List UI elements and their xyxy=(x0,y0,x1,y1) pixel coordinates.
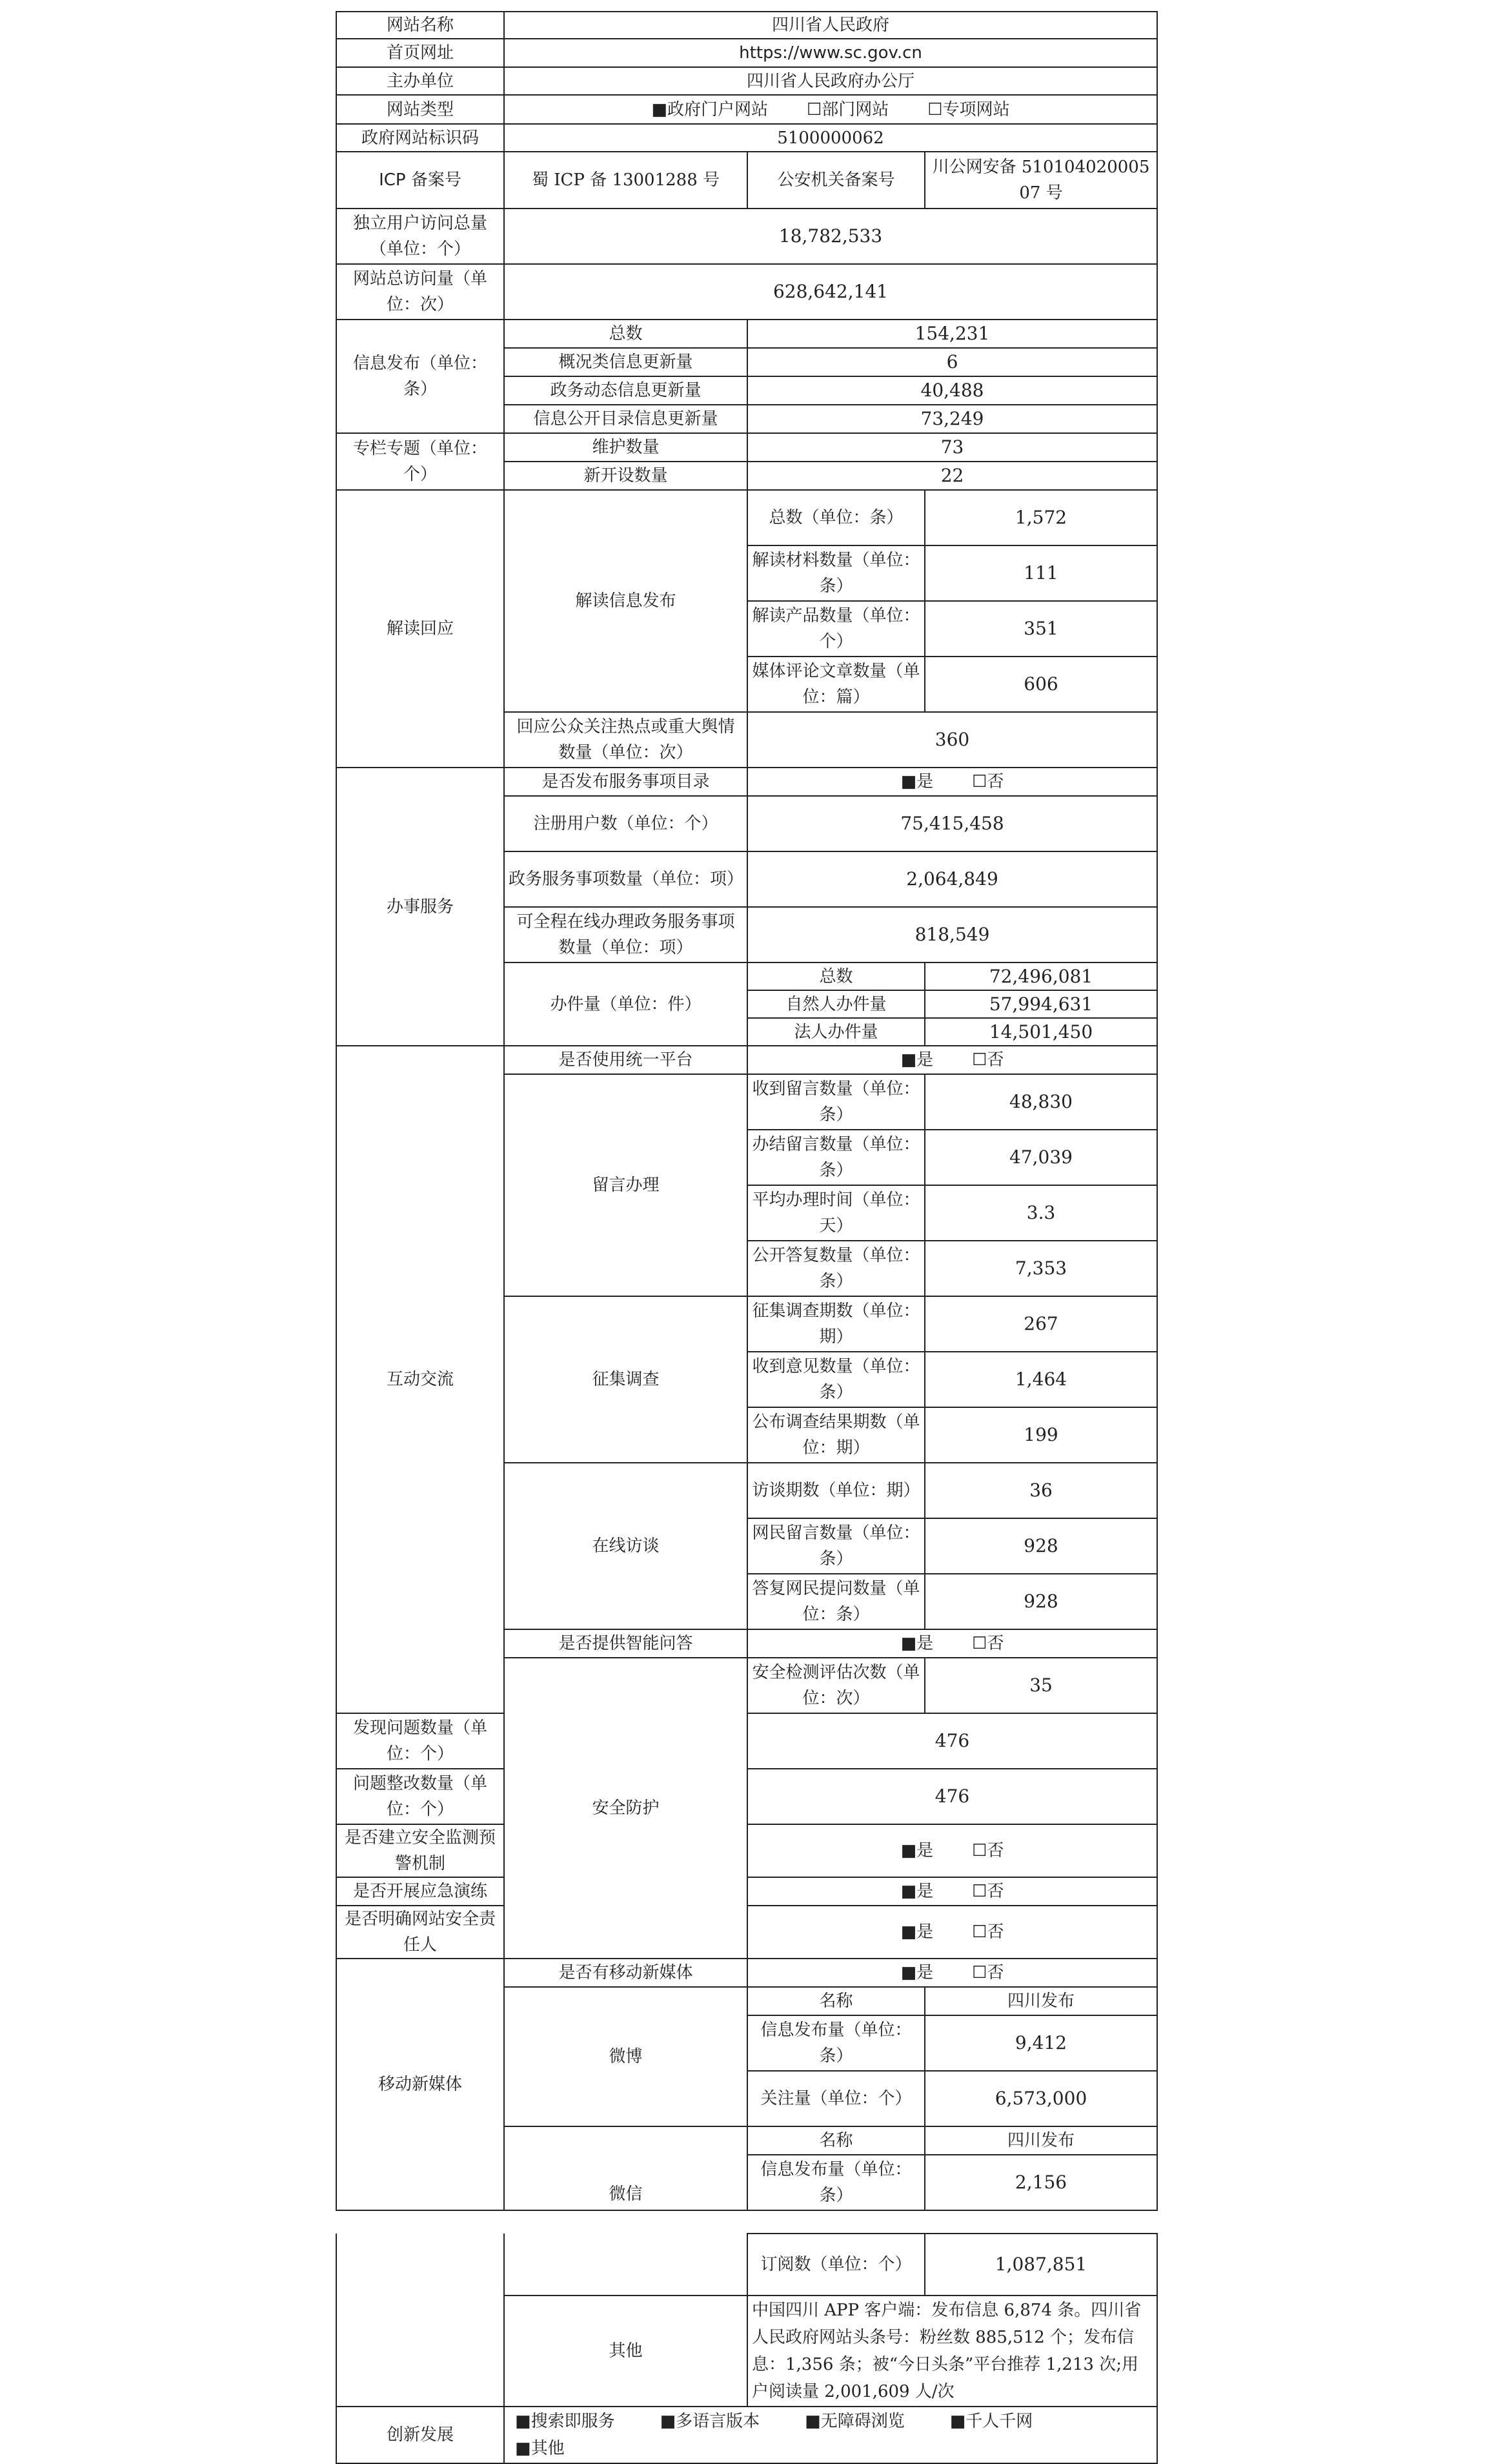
visitors-label: 独立用户访问总量（单位：个） xyxy=(336,209,504,264)
site-name-label: 网站名称 xyxy=(336,12,504,39)
msg-handling-label: 留言办理 xyxy=(504,1074,747,1296)
weibo-name-label: 名称 xyxy=(747,1987,925,2015)
report-table-part2 xyxy=(336,2233,1158,2464)
columns-new: 22 xyxy=(747,462,1157,490)
service-online: 818,549 xyxy=(747,907,1157,962)
homepage-label: 首页网址 xyxy=(336,39,504,67)
catalog-no-checkbox: ☐否 xyxy=(972,772,1004,791)
publish-total: 154,231 xyxy=(747,320,1157,348)
publish-open-label: 信息公开目录信息更新量 xyxy=(504,405,747,433)
wechat-label: 微信 xyxy=(504,2126,747,2210)
monitor-yes-checkbox: ■是 xyxy=(900,1841,934,1860)
security-section-label: 安全防护 xyxy=(504,1658,747,1959)
security-drill-options xyxy=(747,1877,1157,1906)
talk-msgs: 928 xyxy=(925,1518,1157,1574)
weibo-fans: 6,573,000 xyxy=(925,2071,1157,2126)
innovation-search-service: ■搜索即服务 xyxy=(515,2412,615,2431)
monitor-no-checkbox: ☐否 xyxy=(972,1841,1004,1860)
service-items-label: 政务服务事项数量（单位：项） xyxy=(504,851,747,907)
mobile-section-label: 移动新媒体 xyxy=(336,1959,504,2210)
other-media-label: 其他 xyxy=(504,2296,747,2407)
interpret-release-label: 解读信息发布 xyxy=(504,490,747,712)
msg-recv: 48,830 xyxy=(925,1074,1157,1130)
site-type-label: 网站类型 xyxy=(336,95,504,124)
weibo-posts: 9,412 xyxy=(925,2015,1157,2071)
service-legal-label: 法人办件量 xyxy=(747,1018,925,1046)
mobile-has-label: 是否有移动新媒体 xyxy=(504,1959,747,1987)
mobile-continued xyxy=(336,2234,504,2407)
interpret-product: 351 xyxy=(925,601,1157,657)
publish-news-label: 政务动态信息更新量 xyxy=(504,376,747,405)
publish-overview: 6 xyxy=(747,348,1157,376)
icp-label: ICP 备案号 xyxy=(336,152,504,209)
catalog-yes-checkbox: ■是 xyxy=(900,772,934,791)
msg-public-label: 公开答复数量（单位：条） xyxy=(747,1241,925,1296)
service-cases-total: 72,496,081 xyxy=(925,962,1157,990)
talk-count: 36 xyxy=(925,1463,1157,1518)
wechat-name: 四川发布 xyxy=(925,2126,1157,2155)
msg-public: 7,353 xyxy=(925,1241,1157,1296)
interpret-total: 1,572 xyxy=(925,490,1157,545)
smart-qa-options xyxy=(747,1629,1157,1658)
survey-opinions: 1,464 xyxy=(925,1352,1157,1407)
survey-results: 199 xyxy=(925,1407,1157,1463)
other-media-text: 中国四川 APP 客户端：发布信息 6,874 条。四川省人民政府网站头条号：粉丝数 885,512 个；发布信息：1,356 条；被“今日头条”平台推荐 1,213 次;用户阅读量 2,001,609 人/次 xyxy=(747,2296,1157,2407)
columns-section-label: 专栏专题（单位：个） xyxy=(336,433,504,490)
columns-new-label: 新开设数量 xyxy=(504,462,747,490)
security-drill-label: 是否开展应急演练 xyxy=(336,1877,504,1906)
innovation-accessibility: ■无障碍浏览 xyxy=(805,2412,905,2431)
mobile-has-options xyxy=(747,1959,1157,1987)
publish-section-label: 信息发布（单位：条） xyxy=(336,320,504,433)
wechat-subs: 1,087,851 xyxy=(925,2234,1157,2296)
service-natural: 57,994,631 xyxy=(925,990,1157,1018)
interpret-respond-label: 回应公众关注热点或重大舆情数量（单位：次） xyxy=(504,712,747,768)
interpret-respond: 360 xyxy=(747,712,1157,768)
service-cases-total-label: 总数 xyxy=(747,962,925,990)
site-type-options xyxy=(504,95,1157,124)
publish-total-label: 总数 xyxy=(504,320,747,348)
security-eval: 35 xyxy=(925,1658,1157,1713)
wechat-posts-label: 信息发布量（单位：条） xyxy=(747,2155,925,2210)
service-users: 75,415,458 xyxy=(747,796,1157,851)
interact-platform-options xyxy=(747,1046,1157,1074)
talk-count-label: 访谈期数（单位：期） xyxy=(747,1463,925,1518)
mobile-yes-checkbox: ■是 xyxy=(900,1963,934,1982)
interact-section-label: 互动交流 xyxy=(336,1046,504,1713)
security-fixed: 476 xyxy=(747,1769,1157,1824)
service-users-label: 注册用户数（单位：个） xyxy=(504,796,747,851)
security-monitor-options xyxy=(747,1824,1157,1877)
publish-news: 40,488 xyxy=(747,376,1157,405)
service-items: 2,064,849 xyxy=(747,851,1157,907)
smart-no-checkbox: ☐否 xyxy=(972,1634,1004,1653)
msg-done-label: 办结留言数量（单位：条） xyxy=(747,1130,925,1185)
interpret-section-label: 解读回应 xyxy=(336,490,504,768)
wechat-subs-label: 订阅数（单位：个） xyxy=(747,2234,925,2296)
security-eval-label: 安全检测评估次数（单位：次） xyxy=(747,1658,925,1713)
homepage-url[interactable]: https://www.sc.gov.cn xyxy=(504,39,1157,67)
interpret-media-label: 媒体评论文章数量（单位：篇） xyxy=(747,657,925,712)
service-catalog-options xyxy=(747,768,1157,796)
interpret-material-label: 解读材料数量（单位：条） xyxy=(747,545,925,601)
visitors-value: 18,782,533 xyxy=(504,209,1157,264)
survey-count: 267 xyxy=(925,1296,1157,1352)
weibo-name: 四川发布 xyxy=(925,1987,1157,2015)
police-record-label: 公安机关备案号 xyxy=(747,152,925,209)
service-catalog-label: 是否发布服务事项目录 xyxy=(504,768,747,796)
online-talk-label: 在线访谈 xyxy=(504,1463,747,1629)
survey-count-label: 征集调查期数（单位：期） xyxy=(747,1296,925,1352)
wechat-continued xyxy=(504,2234,747,2296)
wechat-posts: 2,156 xyxy=(925,2155,1157,2210)
platform-no-checkbox: ☐否 xyxy=(972,1050,1004,1070)
interact-platform-label: 是否使用统一平台 xyxy=(504,1046,747,1074)
innovation-multilingual: ■多语言版本 xyxy=(660,2412,760,2431)
report-table-part1 xyxy=(336,11,1158,2211)
weibo-fans-label: 关注量（单位：个） xyxy=(747,2071,925,2126)
publish-overview-label: 概况类信息更新量 xyxy=(504,348,747,376)
interpret-product-label: 解读产品数量（单位：个） xyxy=(747,601,925,657)
innovation-options xyxy=(504,2407,1157,2463)
type-dept-checkbox: ☐部门网站 xyxy=(806,99,889,119)
site-id: 5100000062 xyxy=(504,124,1157,152)
sponsor: 四川省人民政府办公厅 xyxy=(504,67,1157,95)
service-cases-label: 办件量（单位：件） xyxy=(504,962,747,1046)
platform-yes-checkbox: ■是 xyxy=(900,1050,934,1070)
talk-reply-label: 答复网民提问数量（单位：条） xyxy=(747,1574,925,1629)
visits-label: 网站总访问量（单位：次） xyxy=(336,264,504,320)
site-name: 四川省人民政府 xyxy=(504,12,1157,39)
columns-maintain-label: 维护数量 xyxy=(504,433,747,462)
security-duty-options xyxy=(747,1906,1157,1959)
security-found: 476 xyxy=(747,1713,1157,1769)
interpret-media: 606 xyxy=(925,657,1157,712)
drill-yes-checkbox: ■是 xyxy=(900,1882,934,1901)
msg-recv-label: 收到留言数量（单位：条） xyxy=(747,1074,925,1130)
security-monitor-label: 是否建立安全监测预警机制 xyxy=(336,1824,504,1877)
smart-yes-checkbox: ■是 xyxy=(900,1634,934,1653)
msg-avg: 3.3 xyxy=(925,1185,1157,1241)
survey-results-label: 公布调查结果期数（单位：期） xyxy=(747,1407,925,1463)
survey-label: 征集调查 xyxy=(504,1296,747,1463)
smart-qa-label: 是否提供智能问答 xyxy=(504,1629,747,1658)
duty-no-checkbox: ☐否 xyxy=(972,1922,1004,1942)
innovation-personalized: ■千人千网 xyxy=(949,2412,1033,2431)
interpret-material: 111 xyxy=(925,545,1157,601)
site-id-label: 政府网站标识码 xyxy=(336,124,504,152)
duty-yes-checkbox: ■是 xyxy=(900,1922,934,1942)
report-page xyxy=(336,11,1157,2464)
wechat-name-label: 名称 xyxy=(747,2126,925,2155)
weibo-posts-label: 信息发布量（单位：条） xyxy=(747,2015,925,2071)
service-section-label: 办事服务 xyxy=(336,768,504,1046)
drill-no-checkbox: ☐否 xyxy=(972,1882,1004,1901)
weibo-label: 微博 xyxy=(504,1987,747,2126)
security-found-label: 发现问题数量（单位：个） xyxy=(336,1713,504,1769)
service-natural-label: 自然人办件量 xyxy=(747,990,925,1018)
publish-open: 73,249 xyxy=(747,405,1157,433)
innovation-label: 创新发展 xyxy=(336,2407,504,2463)
security-fixed-label: 问题整改数量（单位：个） xyxy=(336,1769,504,1824)
service-legal: 14,501,450 xyxy=(925,1018,1157,1046)
talk-msgs-label: 网民留言数量（单位：条） xyxy=(747,1518,925,1574)
msg-done: 47,039 xyxy=(925,1130,1157,1185)
type-special-checkbox: ☐专项网站 xyxy=(927,99,1010,119)
interpret-total-label: 总数（单位：条） xyxy=(747,490,925,545)
sponsor-label: 主办单位 xyxy=(336,67,504,95)
survey-opinions-label: 收到意见数量（单位：条） xyxy=(747,1352,925,1407)
talk-reply: 928 xyxy=(925,1574,1157,1629)
msg-avg-label: 平均办理时间（单位：天） xyxy=(747,1185,925,1241)
service-online-label: 可全程在线办理政务服务事项数量（单位：项） xyxy=(504,907,747,962)
police-record-number: 川公网安备 51010402000507 号 xyxy=(925,152,1157,209)
innovation-other: ■其他 xyxy=(515,2439,565,2458)
security-duty-label: 是否明确网站安全责任人 xyxy=(336,1906,504,1959)
mobile-no-checkbox: ☐否 xyxy=(972,1963,1004,1982)
type-gov-checkbox: ■政府门户网站 xyxy=(651,99,768,119)
icp-number: 蜀 ICP 备 13001288 号 xyxy=(504,152,747,209)
visits-value: 628,642,141 xyxy=(504,264,1157,320)
columns-maintain: 73 xyxy=(747,433,1157,462)
